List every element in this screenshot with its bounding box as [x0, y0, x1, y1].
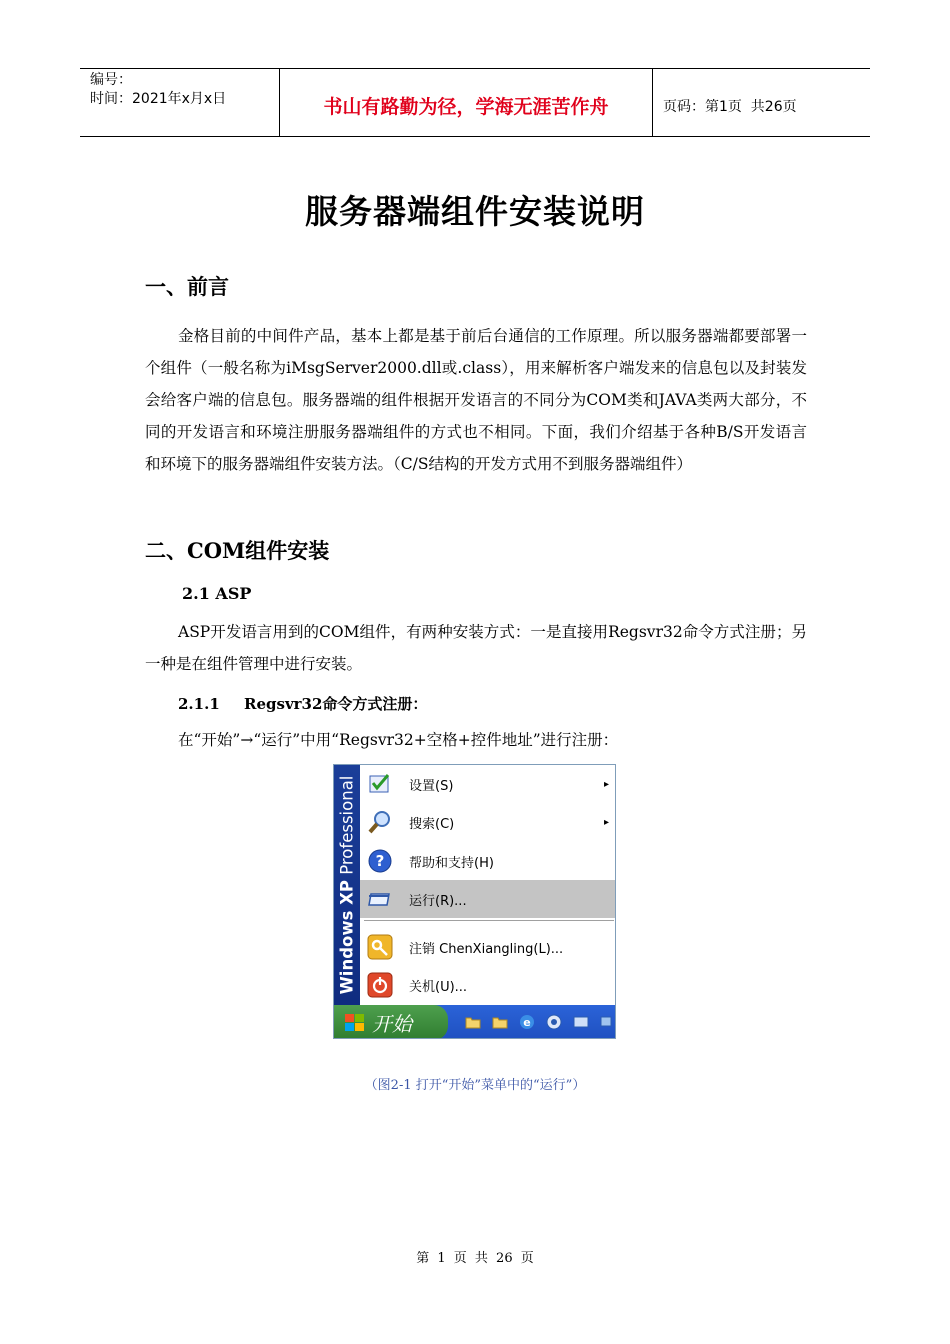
subsubsection-heading-regsvr32 [178, 693, 427, 714]
internet-explorer-icon[interactable] [519, 1014, 535, 1030]
band-label-bold: Windows XP [337, 880, 357, 995]
header-number-label: 编号： [90, 72, 132, 88]
subsection-heading-asp: 2.1 ASP [182, 584, 252, 603]
network-icon[interactable] [600, 1014, 616, 1030]
preface-paragraph: 金格目前的中间件产品，基本上都是基于前后台通信的工作原理。所以服务器端都要部署一个组件（一般名称为iMsgServer2000.dll或.class），用来解析客户端发来的信息包以及封装发会给客户端的信息包。服务器端的组件根据开发语言的不同分为COM类和JAVA类两大部分，不同的开发语言和环境注册服务器端组件的方式也不相同。下面，我们介绍基于各种B/S开发语言和环境下的服务器端组件安装方法。（C/S结构的开发方式用不到服务器端组件） [145, 327, 807, 473]
desktop-icon[interactable] [573, 1014, 589, 1030]
section-heading-com: 二、COM组件安装 [145, 538, 330, 563]
menu-item-label: 运行(R)... [409, 893, 467, 909]
taskbar [334, 1005, 616, 1039]
folder-icon[interactable] [492, 1014, 508, 1030]
menu-item-label: 关机(U)... [409, 979, 468, 995]
regsvr32-paragraph: 在“开始”→“运行”中用“Regsvr32+空格+控件地址”进行注册： [178, 731, 619, 749]
help-icon [367, 848, 393, 874]
logoff-icon [367, 934, 393, 960]
page-footer: 第 1 页 共 26 页 [416, 1251, 534, 1266]
media-icon[interactable] [546, 1014, 562, 1030]
header-motto: 书山有路勤为径，学海无涯苦作舟 [280, 69, 653, 136]
windows-flag-icon [344, 1013, 366, 1033]
menu-item-settings[interactable] [360, 765, 615, 803]
figure-caption: （图2-1 打开“开始”菜单中的“运行”） [364, 1078, 586, 1093]
menu-item-search[interactable] [360, 803, 615, 841]
shutdown-icon [367, 972, 393, 998]
xp-band-label [338, 776, 357, 995]
menu-item-shutdown[interactable] [360, 966, 615, 1004]
document-title: 服务器端组件安装说明 [305, 192, 645, 231]
asp-paragraph: ASP开发语言用到的COM组件，有两种安装方式：一是直接用Regsvr32命令方式注册；另一种是在组件管理中进行安装。 [145, 623, 807, 673]
settings-icon [367, 771, 393, 797]
menu-item-label: 设置(S) [409, 778, 454, 794]
heading-text: Regsvr32命令方式注册： [244, 695, 428, 713]
menu-item-label: 帮助和支持(H) [409, 855, 494, 871]
header-page-info: 页码：第1页 共26页 [663, 98, 797, 115]
menu-item-run[interactable] [360, 880, 615, 918]
band-label-normal: Professional [337, 775, 357, 875]
submenu-arrow-icon: ▸ [603, 816, 609, 828]
run-icon [367, 886, 393, 912]
svg-text:e: e [523, 1016, 531, 1029]
heading-number: 2.1.1 [178, 695, 220, 713]
menu-item-help[interactable] [360, 842, 615, 880]
menu-item-label: 注销 ChenXiangling(L)... [409, 941, 564, 957]
header-meta [80, 69, 280, 136]
section-heading-preface: 一、前言 [145, 274, 229, 299]
xp-side-band [334, 765, 360, 1005]
menu-item-label: 搜索(C) [409, 816, 455, 832]
menu-separator [364, 920, 614, 921]
header-date: 时间：2021年x月x日 [90, 91, 227, 107]
start-button[interactable] [334, 1005, 448, 1039]
start-button-label: 开始 [372, 1012, 412, 1036]
menu-item-logoff[interactable] [360, 928, 615, 966]
folder-icon[interactable] [465, 1014, 481, 1030]
submenu-arrow-icon: ▸ [603, 778, 609, 790]
page-header [80, 68, 870, 137]
search-icon [367, 809, 393, 835]
start-menu-figure [333, 764, 616, 1039]
svg-text:?: ? [375, 852, 385, 870]
